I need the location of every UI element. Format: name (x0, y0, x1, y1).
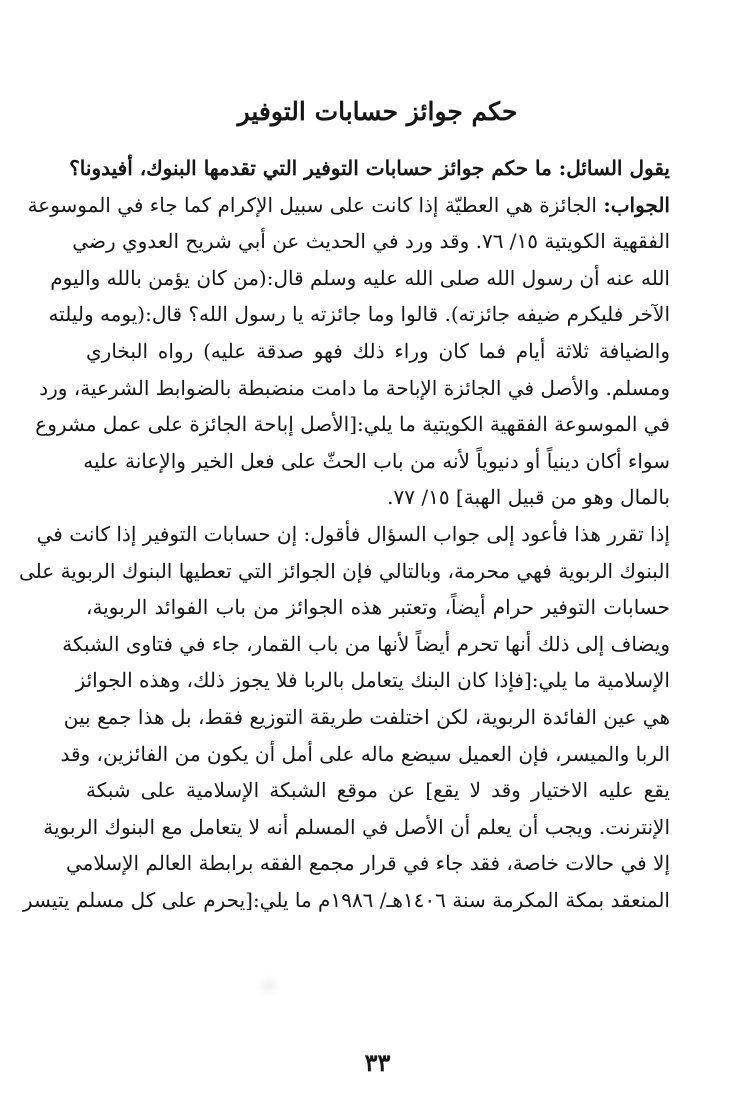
answer-line-5: والضيافة ثلاثة أيام فما كان وراء ذلك فهو صدقة عليه) رواه البخاري (86, 338, 670, 363)
paragraph-2-line-7: الربا والميسر، فإن العميل سيضع ماله على أمل أن يكون من الفائزين، وقد (60, 741, 670, 766)
paragraph-2-line-5: الإسلامية ما يلي:[فإذا كان البنك يتعامل بالربا فلا يجوز ذلك، وهذه الجوائز (75, 668, 670, 693)
answer-line-6: ومسلم. والأصل في الجائزة الإباحة ما دامت منضبطة بالضوابط الشرعية، ورد (39, 375, 670, 400)
answer-line-7: في الموسوعة الفقهية الكويتية ما يلي:[الأصل إباحة الجائزة على عمل مشروع (35, 412, 670, 437)
paper-speck (257, 974, 281, 998)
page-number: ٣٣ (364, 1048, 391, 1077)
paragraph-2-line-4: ويضاف إلى ذلك أنها تحرم أيضاً لأنها من باب القمار، جاء في فتاوى الشبكة (62, 631, 670, 656)
article-body (19, 150, 670, 918)
answer-line-4: الآخر فليكرم ضيفه جائزته). قالوا وما جائزته يا رسول الله؟ قال:(يومه وليلته (48, 302, 670, 327)
answer-line-9: بالمال وهو من قبيل الهبة] ١٥/ ٧٧. (387, 485, 670, 510)
paragraph-2-line-9: الإنترنت. ويجب أن يعلم أن الأصل في المسلم أنه لا يتعامل مع البنوك الربوية (43, 814, 670, 839)
answer-line-8: سواء أكان دينياً أو دنيوياً لأنه من باب الحثّ على فعل الخير والإعانة عليه (83, 448, 670, 473)
paragraph-2-line-6: هي عين الفائدة الربوية، لكن اختلفت طريقة التوزيع فقط، بل هذا جمع بين (63, 704, 670, 729)
paragraph-2-line-1: إذا تقرر هذا فأعود إلى جواب السؤال فأقول: إن حسابات التوفير إذا كانت في (36, 521, 670, 546)
answer-line-2: الفقهية الكويتية ١٥/ ٧٦. وقد ورد في الحديث عن أبي شريح العدوي رضي (72, 229, 670, 254)
question-line: يقول السائل: ما حكم جوائز حسابات التوفير التي تقدمها البنوك، أفيدونا؟ (69, 156, 670, 180)
answer-text-1: الجائزة هي العطيّة إذا كانت على سبيل الإكرام كما جاء في الموسوعة (27, 192, 604, 217)
paragraph-2-line-8: يقع عليه الاختيار وقد لا يقع] عن موقع الشبكة الإسلامية على شبكة (86, 778, 670, 803)
paragraph-2-line-3: حسابات التوفير حرام أيضاً، وتعتبر هذه الجوائز من باب الفوائد الربوية، (86, 595, 670, 620)
answer-line-3: الله عنه أن رسول الله صلى الله عليه وسلم قال:(من كان يؤمن بالله واليوم (50, 265, 670, 290)
paragraph-2-line-10: إلا في حالات خاصة، فقد جاء في قرار مجمع الفقه برابطة العالم الإسلامي (66, 851, 670, 876)
paragraph-2-line-2: البنوك الربوية فهي محرمة، وبالتالي فإن الجوائز التي تعطيها البنوك الربوية على (19, 558, 670, 583)
answer-line-1 (27, 187, 670, 224)
page-title: حكم جوائز حسابات التوفير (237, 97, 518, 126)
paragraph-2-line-11: المنعقد بمكة المكرمة سنة ١٤٠٦هـ/ ١٩٨٦م ما يلي:[يحرم على كل مسلم يتيسر (22, 887, 670, 912)
answer-label: الجواب: (603, 192, 670, 217)
